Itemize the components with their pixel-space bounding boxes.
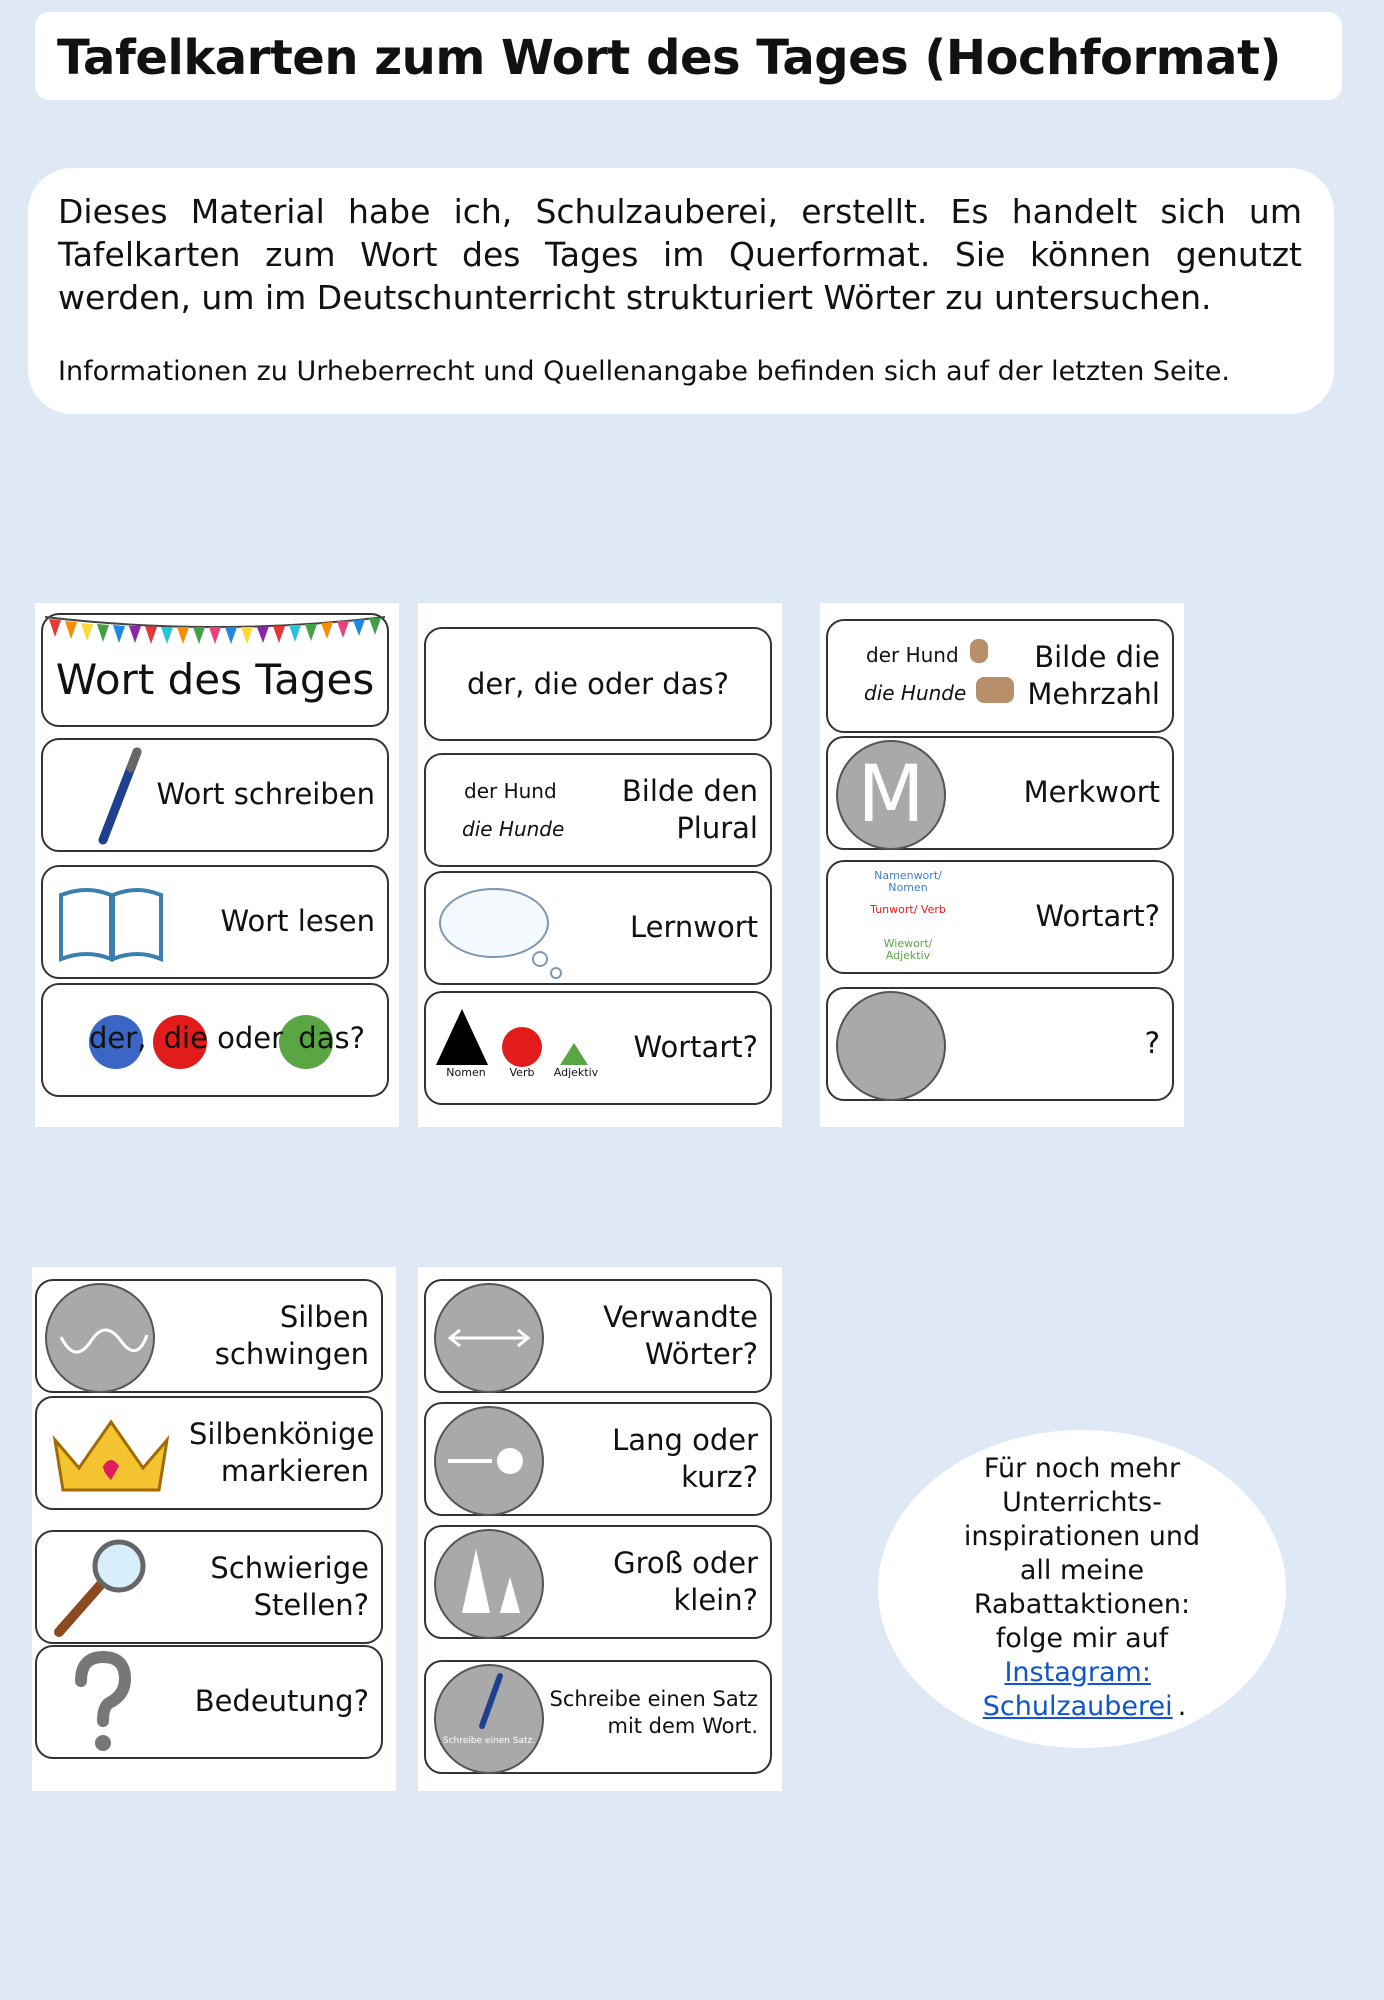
intro-box [28,168,1334,414]
card-satz [424,1660,772,1774]
lernwort-label: Lernwort [629,910,758,944]
wort-des-tages-label: Wort des Tages [55,655,375,704]
comma-char: , [137,1021,147,1055]
card-schwierige [35,1530,383,1644]
satz-label: Schreibe einen Satz mit dem Wort. [549,1687,758,1738]
card-panel-2 [418,603,782,1127]
hunde-text: die Hunde [864,681,967,705]
plural-label: Bilde den Plural [621,774,758,845]
card-wort-des-tages [41,613,389,727]
line-dot-icon [434,1406,544,1516]
schwierige-label: Schwierige Stellen? [210,1551,369,1622]
der-word: der [89,1021,138,1055]
wiewort-label: Wiewort/ Adjektiv [883,937,933,962]
intro-note: Informationen zu Urheberrecht und Quellenangabe befinden sich auf der letzten Seite. [58,356,1230,387]
card-wort-lesen [41,865,389,979]
card-silben [35,1279,383,1393]
adjektiv-label: Adjektiv [553,1066,599,1079]
silben-label: Silben schwingen [214,1300,369,1371]
double-arrow-lines [436,1285,542,1391]
pen-circle-icon [434,1664,544,1774]
verb-label: Verb [509,1066,535,1079]
syllable-arc-lines [47,1285,153,1391]
card-wortart [424,991,772,1105]
card-plural [424,753,772,867]
double-arrow-icon [434,1283,544,1393]
question-mark-icon [67,1651,137,1755]
das-word: das [298,1021,350,1055]
card-panel-1 [35,603,399,1127]
card-bedeutung [35,1645,383,1759]
card-lernwort [424,871,772,985]
promo-link-line [878,1656,1286,1724]
card-article [424,627,772,741]
article-label: der, die oder das? [467,667,729,701]
lang-kurz-label: Lang oder kurz? [612,1423,758,1494]
card-mehrzahl [826,619,1174,733]
card-panel-5 [418,1267,782,1791]
card-verwandte [424,1279,772,1393]
question-label: ? [1144,1026,1160,1060]
mehrzahl-label: Bilde die Mehrzahl [1027,640,1160,711]
promo-text: Für noch mehr Unterrichts-inspirationen und all meine Rabattaktionen: folge mir auf [963,1453,1201,1654]
bedeutung-label: Bedeutung? [194,1684,369,1718]
wortart-label: Wortart? [1035,899,1160,933]
thought-bubble-icon [436,879,576,983]
die-word: die [163,1021,208,1055]
wortart-label: Wortart? [633,1030,758,1064]
line-dot-shapes [436,1408,542,1514]
card-lang-kurz [424,1402,772,1516]
satz-icon-text: Schreibe einen Satz. [442,1736,536,1746]
promo-oval [878,1430,1286,1748]
dog-icon [970,639,988,663]
bunting-icon [43,615,387,645]
silbenkoenige-label: Silbenkönige markieren [189,1417,375,1488]
hunde-text: die Hunde [462,817,565,841]
card-silbenkoenige [35,1396,383,1510]
card-merkwort [826,736,1174,850]
pen-shape [436,1666,542,1772]
card-panel-4 [32,1267,396,1791]
magnifier-icon [49,1536,159,1640]
title-box [35,12,1342,100]
hund-text: der Hund [866,643,959,667]
syllable-arc-icon [45,1283,155,1393]
namenwort-label: Namenwort/ Nomen [874,869,942,894]
card-panel-3 [820,603,1184,1127]
promo-text-block [878,1452,1286,1724]
nomen-label: Nomen [446,1066,486,1079]
hund-text: der Hund [464,779,557,803]
der-die-oder-das-text [89,1021,365,1055]
intro-text: Dieses Material habe ich, Schulzauberei, erstellt. Es handelt sich um Tafelkarten zum Wort des Tages im Querformat. Sie können genutzt werden, um im Deutschunterricht strukturiert Wörter zu untersuchen. [58,192,1302,317]
merkwort-label: Merkwort [1023,775,1160,809]
question-char: ? [349,1021,365,1055]
pen-icon [91,744,151,848]
triangles-icon [434,1529,544,1639]
dogs-icon [976,677,1014,703]
verwandte-label: Verwandte Wörter? [603,1300,758,1371]
triangles-shapes [436,1531,542,1637]
instagram-link[interactable]: Instagram: Schulzauberei [982,1657,1173,1722]
card-question [826,987,1174,1101]
tunwort-label: Tunwort/ Verb [870,903,946,916]
wort-schreiben-label: Wort schreiben [156,777,375,811]
book-icon [57,885,167,965]
wort-lesen-label: Wort lesen [220,904,375,938]
m-circle-icon [836,740,946,850]
card-gross-klein [424,1525,772,1639]
card-wortart-2 [826,860,1174,974]
card-der-die-das [41,983,389,1097]
gray-circle-icon [836,991,946,1101]
card-wort-schreiben [41,738,389,852]
oder-word: oder [217,1021,284,1055]
page-title: Tafelkarten zum Wort des Tages (Hochformat) [57,30,1281,86]
m-letter: M [857,750,925,840]
gross-klein-label: Groß oder klein? [613,1546,758,1617]
crown-icon [47,1410,177,1500]
promo-dot: . [1177,1691,1187,1722]
